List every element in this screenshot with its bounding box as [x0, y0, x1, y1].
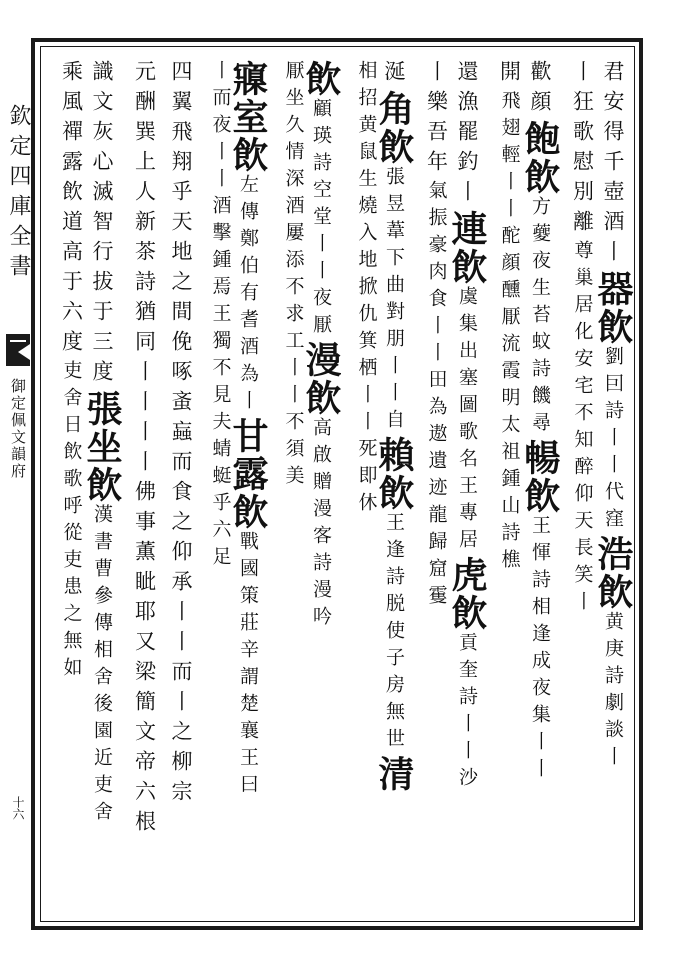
entry-note: 王惲詩相逢成夜集丨丨 — [529, 515, 551, 785]
entry-note: 高啟贈漫客詩漫吟 — [310, 417, 332, 633]
body-text: 還漁罷釣丨 — [455, 60, 479, 210]
entry-note: 漢書曹參傳相舍後園近吏舍 — [91, 504, 113, 828]
entry-note: 厭坐久情深酒屢添 — [282, 60, 305, 276]
body-text: 丨樂吾年 — [424, 60, 449, 180]
margin-strip — [0, 38, 36, 930]
entry-note: 不知醉仰天長笑丨 — [571, 402, 594, 618]
entry-heading: 賴飲 — [373, 436, 415, 512]
book-title: 欽定四庫全書 — [6, 104, 31, 284]
body-text: 乘風禪露飲道高于六度 — [59, 60, 84, 360]
body-text: 四翼飛翔乎天地之間俛啄蚉蝱而食之仰承丨丨而丨之柳宗 — [169, 60, 193, 810]
entry-note: 張昱葦下曲對朋丨丨自 — [383, 166, 405, 436]
entry-note: 遺迹龍歸窟䨥 — [425, 450, 448, 612]
entry-note: 丨而夜丨丨酒擊鍾焉 — [209, 60, 232, 303]
volume-title: 御定佩文韻府 — [9, 378, 27, 480]
entry-note: 氣振豪肉食丨丨田為遨 — [425, 180, 448, 450]
entry-heading: 飽飲 — [519, 120, 561, 196]
entry-heading: 清 — [373, 755, 415, 793]
body-text: 開 — [497, 60, 522, 90]
entry-note: 劉囙詩丨丨代窪 — [602, 346, 624, 535]
entry-note: 虞集出塞圖歌名王專居 — [456, 286, 478, 556]
entry-note: 仇箕栖丨丨死即休 — [355, 303, 378, 519]
entry-heading: 寱室飲 — [227, 60, 269, 174]
entry-heading: 漫飲 — [300, 341, 342, 417]
entry-note: 尊巢居化安宅 — [571, 240, 594, 402]
entry-heading: 張坐飲 — [81, 390, 123, 504]
entry-note: 左傳鄭伯有耆酒為丨 — [237, 174, 259, 417]
entry-note: 王獨不見夫蜻蜓乎六足 — [209, 303, 232, 573]
body-text: 識文灰心滅智行拔于三度 — [90, 60, 114, 390]
body-text: 丨狂歌慰別離 — [570, 60, 595, 240]
body-text: 丨 — [601, 240, 625, 270]
entry-note: 戰國策莊辛謂楚襄王曰 — [237, 531, 259, 801]
fish-tail-icon — [4, 330, 32, 370]
entry-heading: 暢飲 — [519, 439, 561, 515]
entry-note: 黄庚詩劇談丨 — [602, 611, 624, 773]
entry-note: 王逢詩脱使子房無世 — [383, 512, 405, 755]
entry-heading: 角飲 — [373, 90, 415, 166]
entry-heading: 器飲 — [592, 270, 634, 346]
entry-note: 方䕫夜生苔蚊詩饑尋 — [529, 196, 551, 439]
entry-heading: 浩飲 — [592, 535, 634, 611]
entry-note: 厭流霞明太祖鍾山詩樵 — [498, 306, 521, 576]
entry-note: 貢奎詩丨丨沙 — [456, 632, 478, 794]
body-text: 歡顔 — [528, 60, 552, 120]
folio-number: 十六 — [11, 796, 25, 820]
entry-note: 吏舍日飲歌呼從吏患之無如 — [60, 360, 83, 684]
entry-heading: 飲 — [300, 60, 342, 98]
entry-note: 相招黄鼠生燒入地掀 — [355, 60, 378, 303]
entry-heading: 連飲 — [446, 210, 488, 286]
text-column-16 — [39, 60, 87, 916]
body-text: 元酬巽上人新茶詩猶同丨丨丨丨佛事薫眦耶又梁簡文帝六根 — [132, 60, 157, 840]
entry-heading: 虎飲 — [446, 556, 488, 632]
entry-note: 不求工丨丨不須美 — [282, 276, 305, 492]
body-text: 涎 — [382, 60, 406, 90]
entry-note: 飛翅輕丨丨酡顔醺 — [498, 90, 521, 306]
entry-heading: 甘露飲 — [227, 417, 269, 531]
body-text: 君安得千壺酒 — [601, 60, 625, 240]
entry-note: 顧瑛詩空堂丨丨夜厭 — [310, 98, 332, 341]
